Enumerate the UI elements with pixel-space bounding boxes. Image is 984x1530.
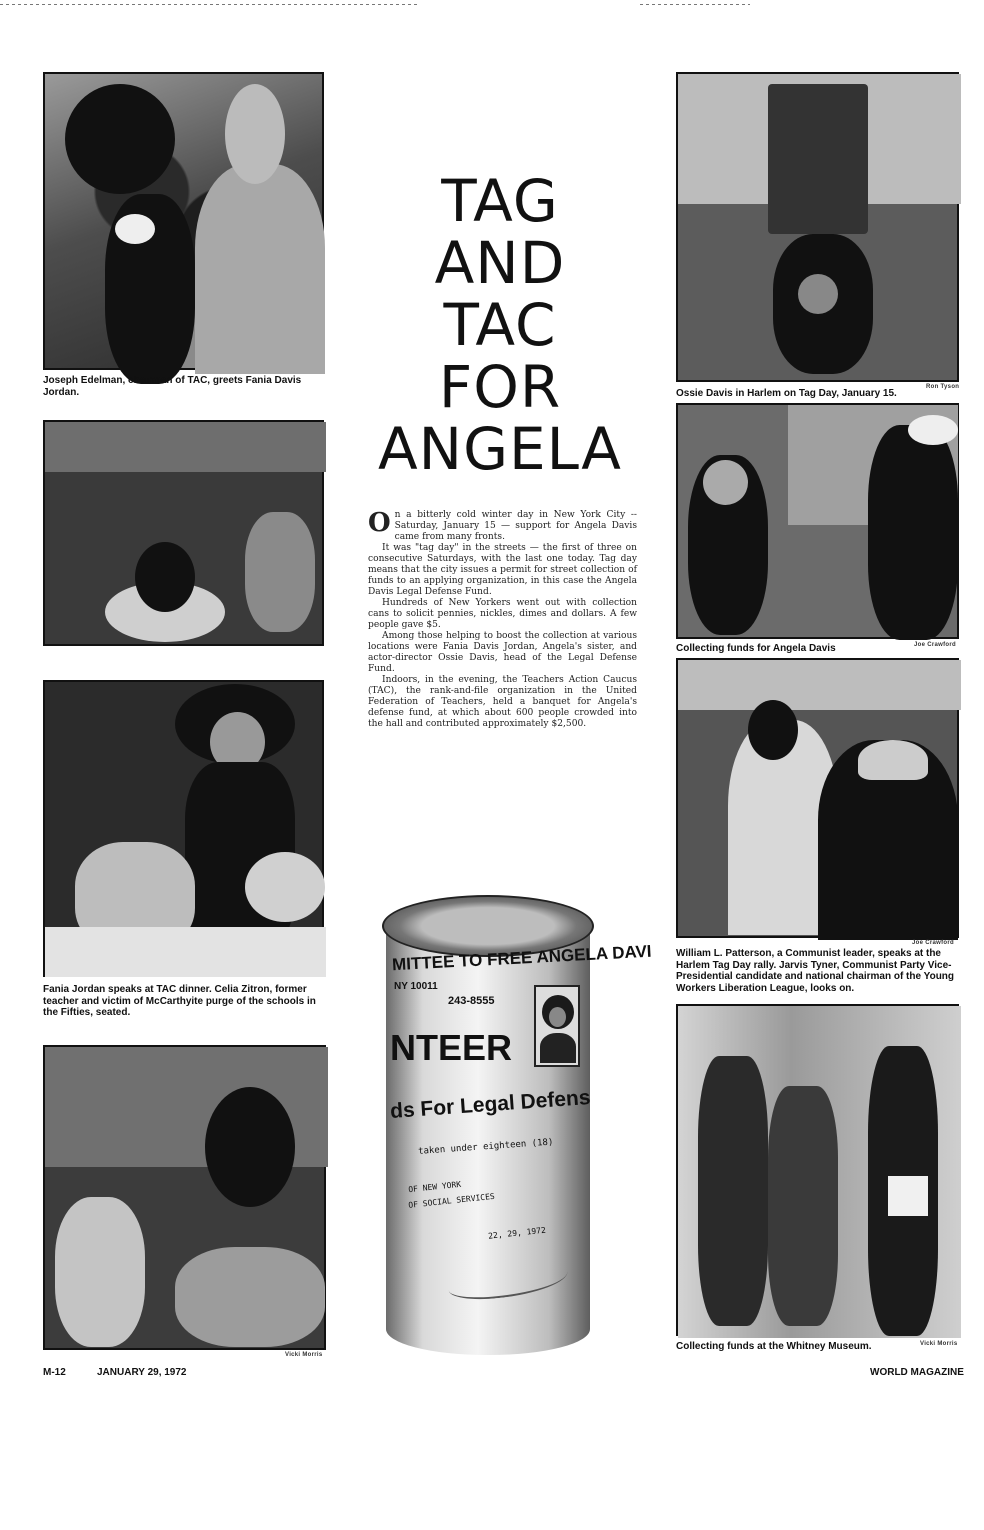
photo-collecting-funds-street bbox=[676, 403, 959, 639]
caption-photo-right-4: Collecting funds at the Whitney Museum. bbox=[676, 1341, 872, 1352]
photo-tac-dinner-tables bbox=[43, 1045, 326, 1350]
can-label-phone: 243-8555 bbox=[448, 995, 495, 1007]
headline-line-4: FOR bbox=[438, 353, 562, 421]
footer-date: JANUARY 29, 1972 bbox=[97, 1367, 187, 1378]
headline-line-2: AND bbox=[434, 229, 566, 297]
headline-line-1: TAG bbox=[441, 167, 559, 235]
can-label-volunteer: NTEER bbox=[390, 1027, 513, 1068]
can-label-state: OF NEW YORK bbox=[407, 1179, 462, 1195]
footer-publication: WORLD MAGAZINE bbox=[870, 1367, 964, 1378]
caption-photo-right-1: Ossie Davis in Harlem on Tag Day, January 15. bbox=[676, 388, 897, 399]
photo-whitney-museum bbox=[676, 1004, 959, 1336]
collection-can-photo bbox=[378, 895, 652, 1365]
angela-davis-portrait bbox=[534, 985, 580, 1067]
credit-photo-right-4: Vicki Morris bbox=[920, 1341, 958, 1347]
article-paragraph-1: On a bitterly cold winter day in New York City -- Saturday, January 15 — support for Angela Davis came from many fronts. bbox=[368, 508, 637, 542]
credit-photo-right-2: Joe Crawford bbox=[914, 642, 956, 648]
caption-photo-right-3: William L. Patterson, a Communist leader, speaks at the Harlem Tag Day rally. Jarvis Tyner, Communist Party Vice-Presidential candidate and national chairman of the Young Workers Liberation League, looks on. bbox=[676, 948, 955, 994]
can-label-legal-defense: ds For Legal Defens bbox=[389, 1086, 592, 1123]
credit-photo-right-1: Ron Tyson bbox=[926, 384, 960, 390]
can-label-dates: 22, 29, 1972 bbox=[487, 1225, 547, 1241]
caption-photo-left-1: Joseph Edelman, chairman of TAC, greets Fania Davis Jordan. bbox=[43, 375, 302, 398]
headline bbox=[370, 167, 630, 483]
article-paragraph-4: Among those helping to boost the collection at various locations were Fania Davis Jordan, Angela's sister, and actor-director Ossie Davis, head of the Legal Defense Fund. bbox=[368, 631, 637, 674]
credit-photo-right-3: Joe Crawford bbox=[912, 940, 954, 946]
caption-photo-right-2: Collecting funds for Angela Davis bbox=[676, 643, 836, 654]
photo-ossie-davis-harlem bbox=[676, 72, 959, 382]
scan-line-right bbox=[640, 4, 750, 5]
photo-banquet-crowd bbox=[43, 420, 324, 646]
article-paragraph-2: It was "tag day" in the streets — the first of three on consecutive Saturdays, with the last one today. Tag day means that the city issues a permit for street collection of funds to an applying organization, in this case the Angela Davis Legal Defense Fund. bbox=[368, 543, 637, 597]
article-body bbox=[368, 510, 637, 730]
article-paragraph-3: Hundreds of New Yorkers went out with collection cans to solicit pennies, nickles, dimes and dollars. A few people gave $5. bbox=[368, 598, 637, 630]
drop-cap: O bbox=[368, 508, 391, 538]
scan-line-left bbox=[0, 4, 420, 5]
can-label-zip: NY 10011 bbox=[394, 981, 438, 992]
article-paragraph-5: Indoors, in the evening, the Teachers Action Caucus (TAC), the rank-and-file organization in the United Federation of Teachers, held a banquet for Angela's defense fund, at which about 600 people crowded into the hall and contributed approximately $2,500. bbox=[368, 675, 637, 729]
headline-line-3: TAC bbox=[443, 291, 557, 359]
can-label-committee: MITTEE TO FREE ANGELA DAVI bbox=[391, 941, 652, 975]
headline-line-5: ANGELA bbox=[378, 415, 622, 483]
footer-page-number: M-12 bbox=[43, 1367, 66, 1378]
photo-fania-jordan-speaks bbox=[43, 680, 324, 977]
photo-patterson-tyner bbox=[676, 658, 959, 938]
caption-photo-left-3: Fania Jordan speaks at TAC dinner. Celia Zitron, former teacher and victim of McCarthyite purge of the schools in the Fifties, seated. bbox=[43, 984, 316, 1018]
can-label-age: taken under eighteen (18) bbox=[417, 1137, 554, 1157]
photo-edelman-greets-jordan bbox=[43, 72, 324, 370]
can-label-department: OF SOCIAL SERVICES bbox=[407, 1191, 496, 1210]
credit-photo-left-4: Vicki Morris bbox=[285, 1352, 323, 1358]
